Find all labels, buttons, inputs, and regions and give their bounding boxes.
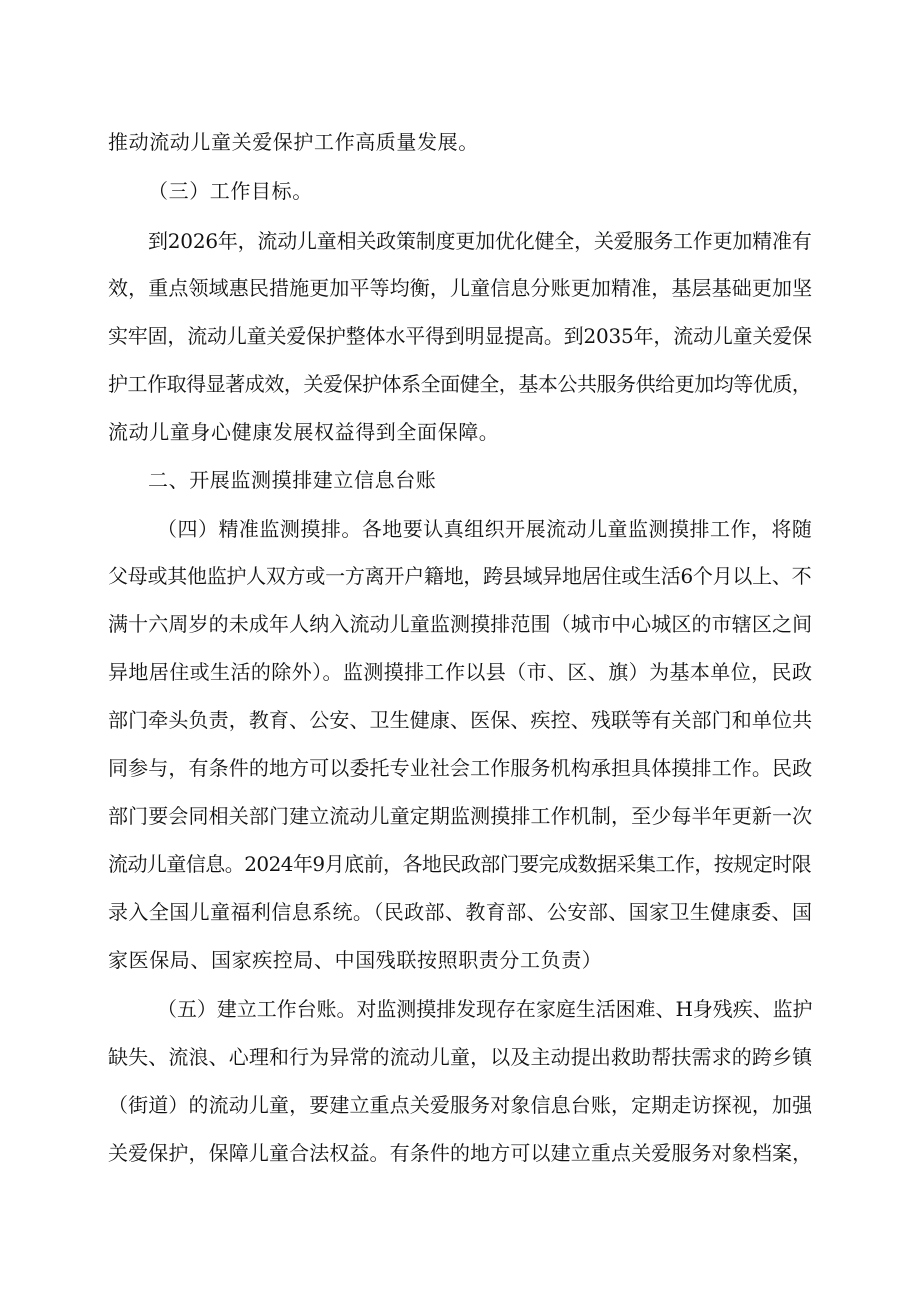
- paragraph-line: 效，重点领域惠民措施更加平等均衡，儿童信息分账更加精准，基层基础更加坚: [108, 276, 813, 300]
- paragraph-line: 流动儿童信息。2024年9月底前，各地民政部门要完成数据采集工作，按规定时限: [108, 852, 812, 876]
- paragraph-line: 关爱保护，保障儿童合法权益。有条件的地方可以建立重点关爱服务对象档案，: [108, 1141, 813, 1165]
- paragraph-line: 异地居住或生活的除外）。监测摸排工作以县（市、区、旗）为基本单位，民政: [108, 660, 813, 684]
- paragraph-line: 缺失、流浪、心理和行为异常的流动儿童，以及主动提出救助帮扶需求的跨乡镇: [108, 1045, 813, 1069]
- paragraph-line: 满十六周岁的未成年人纳入流动儿童监测摸排范围（城市中心城区的市辖区之间: [108, 612, 813, 636]
- paragraph-line: 护工作取得显著成效，关爱保护体系全面健全，基本公共服务供给更加均等优质，: [108, 372, 812, 396]
- paragraph-line: 实牢固，流动儿童关爱保护整体水平得到明显提高。到2035年，流动儿童关爱保: [108, 324, 812, 348]
- paragraph-line: 家医保局、国家疾控局、中国残联按照职责分工负责）: [108, 948, 603, 972]
- section-heading: （三）工作目标。: [148, 179, 313, 203]
- paragraph-line: 同参与，有条件的地方可以委托专业社会工作服务机构承担具体摸排工作。民政: [108, 756, 813, 780]
- section-heading: 二、开展监测摸排建立信息台账: [148, 468, 437, 492]
- paragraph-line: 推动流动儿童关爱保护工作高质量发展。: [108, 130, 479, 154]
- paragraph-line: 到2026年，流动儿童相关政策制度更加优化健全，关爱服务工作更加精准有: [148, 229, 812, 253]
- paragraph-line: 父母或其他监护人双方或一方离开户籍地，跨县域异地居住或生活6个月以上、不: [108, 564, 812, 588]
- paragraph-line: （五）建立工作台账。对监测摸排发现存在家庭生活困难、H身残疾、监护: [157, 997, 813, 1021]
- paragraph-line: 录入全国儿童福利信息系统。（民政部、教育部、公安部、国家卫生健康委、国: [108, 900, 813, 924]
- paragraph-line: （街道）的流动儿童，要建立重点关爱服务对象信息台账，定期走访探视，加强: [108, 1093, 813, 1117]
- paragraph-line: 流动儿童身心健康发展权益得到全面保障。: [108, 420, 500, 444]
- paragraph-line: 部门要会同相关部门建立流动儿童定期监测摸排工作机制，至少每半年更新一次: [108, 804, 813, 828]
- paragraph-line: 部门牵头负责，教育、公安、卫生健康、医保、疾控、残联等有关部门和单位共: [108, 708, 813, 732]
- paragraph-line: （四）精准监测摸排。各地要认真组织开展流动儿童监测摸排工作，将随: [157, 517, 813, 541]
